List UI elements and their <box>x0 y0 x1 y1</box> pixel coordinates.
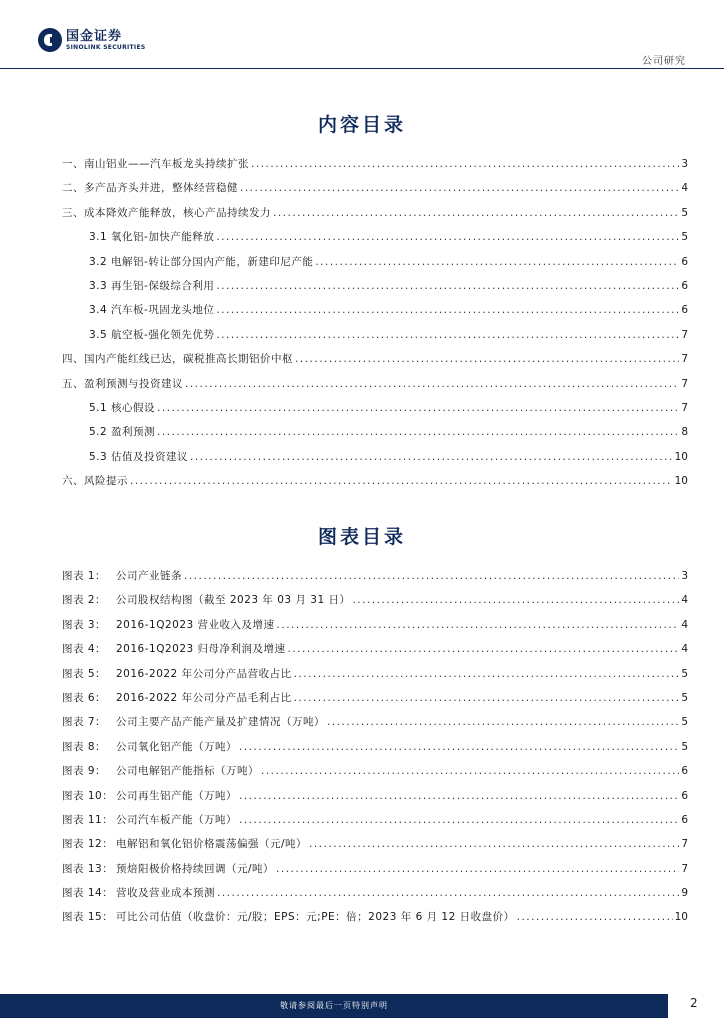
figure-entry[interactable] <box>62 832 688 856</box>
figure-entry[interactable] <box>62 613 688 637</box>
figure-entry-label: 公司电解铝产能指标（万吨） <box>116 765 259 778</box>
toc-leader-dots <box>185 372 679 396</box>
toc-entry[interactable] <box>62 176 688 200</box>
figure-leader-dots <box>277 613 680 637</box>
toc-entry-label: 5.3 估值及投资建议 <box>89 450 189 463</box>
figure-entry-number: 图表 5： <box>62 667 107 680</box>
figure-entry-label: 公司再生铝产能（万吨） <box>116 789 237 802</box>
toc-entry-page: 6 <box>681 304 688 317</box>
figure-leader-dots <box>352 588 679 612</box>
figure-entry-number: 图表 1： <box>62 570 107 582</box>
figure-entry-label: 预焙阳极价格持续回调（元/吨） <box>116 862 275 875</box>
figure-entry-label: 营收及营业成本预测 <box>116 887 215 900</box>
toc-entry-label: 五、盈利预测与投资建议 <box>62 377 183 390</box>
figure-entry-label: 可比公司估值（收盘价：元/股；EPS：元;PE：倍；2023 年 6 月 12 日收盘价） <box>116 911 515 924</box>
figure-entry-number: 图表 7： <box>62 716 107 729</box>
toc-leader-dots <box>315 250 679 274</box>
toc-entry-page: 7 <box>681 377 688 390</box>
figure-entry-label: 2016-1Q2023 营业收入及增速 <box>116 618 275 631</box>
figure-leader-dots <box>294 662 680 686</box>
toc-leader-dots <box>216 274 679 298</box>
list-of-figures <box>62 564 688 930</box>
toc-title: 内容目录 <box>317 114 406 136</box>
toc-leader-dots <box>130 469 673 493</box>
toc-entry-label: 3.1 氧化铝-加快产能释放 <box>89 231 215 244</box>
toc-leader-dots <box>157 420 679 444</box>
figure-entry-page: 7 <box>681 862 688 875</box>
toc-entry[interactable] <box>62 225 688 249</box>
toc-leader-dots <box>273 201 679 225</box>
figure-entry-label: 2016-2022 年公司分产品毛利占比 <box>116 691 292 704</box>
toc-entry-page: 7 <box>681 401 688 414</box>
toc-entry-label: 3.2 电解铝-转让部分国内产能，新建印尼产能 <box>89 255 314 268</box>
figure-entry-page: 5 <box>681 716 688 729</box>
figure-leader-dots <box>517 905 673 929</box>
document-type: 公司研究 <box>642 56 686 67</box>
figure-entry[interactable] <box>62 710 688 734</box>
figure-entry-number: 图表 3： <box>62 618 107 631</box>
toc-entry-label: 三、成本降效产能释放，核心产品持续发力 <box>62 206 271 219</box>
figure-entry-page: 4 <box>681 618 688 631</box>
figure-entry[interactable] <box>62 857 688 881</box>
figure-entry-label: 公司汽车板产能（万吨） <box>116 813 237 826</box>
toc-entry[interactable] <box>62 298 688 322</box>
toc-leader-dots <box>216 323 679 347</box>
figure-entry-page: 5 <box>681 667 688 680</box>
sinolink-logo-icon <box>38 28 62 52</box>
toc-entry-label: 一、南山铝业——汽车板龙头持续扩张 <box>62 158 249 170</box>
figure-entry-number: 图表 13： <box>62 862 114 875</box>
figure-entry[interactable] <box>62 808 688 832</box>
figure-entry[interactable] <box>62 735 688 759</box>
toc-entry-page: 8 <box>681 426 688 439</box>
toc-entry[interactable] <box>62 372 688 396</box>
toc-leader-dots <box>251 152 679 176</box>
figure-entry-page: 4 <box>681 643 688 656</box>
figure-leader-dots <box>294 686 680 710</box>
figure-entry-number: 图表 10： <box>62 789 114 802</box>
figure-entry[interactable] <box>62 637 688 661</box>
toc-entry[interactable] <box>62 347 688 371</box>
toc-entry-page: 3 <box>681 158 688 170</box>
toc-entry-label: 3.5 航空板-强化领先优势 <box>89 328 215 341</box>
toc-entry-page: 6 <box>681 255 688 268</box>
toc-entry[interactable] <box>62 250 688 274</box>
figure-entry[interactable] <box>62 759 688 783</box>
figure-entry-page: 9 <box>681 887 688 900</box>
figure-entry[interactable] <box>62 588 688 612</box>
figure-leader-dots <box>217 881 679 905</box>
figure-leader-dots <box>261 759 679 783</box>
logo-english-name: SINOLINK SECURITIES <box>66 43 146 51</box>
figure-entry-number: 图表 9： <box>62 765 107 778</box>
figure-entry-number: 图表 4： <box>62 643 107 656</box>
figure-entry-number: 图表 8： <box>62 740 107 753</box>
toc-entry-label: 二、多产品齐头并进，整体经营稳健 <box>62 182 238 195</box>
toc-entry-label: 3.4 汽车板-巩固龙头地位 <box>89 304 215 317</box>
toc-entry[interactable] <box>62 445 688 469</box>
toc-entry-page: 7 <box>681 353 688 366</box>
figure-entry[interactable] <box>62 564 688 588</box>
figure-entry-page: 6 <box>681 765 688 778</box>
toc-entry-page: 5 <box>681 206 688 219</box>
toc-entry[interactable] <box>62 469 688 493</box>
company-logo <box>38 28 145 52</box>
figure-leader-dots <box>276 857 679 881</box>
figure-leader-dots <box>184 564 679 588</box>
toc-entry[interactable] <box>62 152 688 176</box>
figure-entry[interactable] <box>62 784 688 808</box>
page-footer <box>0 994 724 1024</box>
toc-entry-page: 10 <box>674 475 688 488</box>
figure-entry-page: 5 <box>681 740 688 753</box>
toc-entry-page: 5 <box>681 231 688 244</box>
toc-leader-dots <box>216 225 679 249</box>
toc-entry-label: 5.2 盈利预测 <box>89 426 156 439</box>
logo-chinese-name: 国金证券 <box>66 28 123 44</box>
figure-entry-page: 4 <box>681 594 688 607</box>
figure-entry-page: 6 <box>681 813 688 826</box>
figure-leader-dots <box>288 637 680 661</box>
figure-entry-label: 2016-1Q2023 归母净利润及增速 <box>116 643 286 656</box>
toc-entry[interactable] <box>62 201 688 225</box>
toc-entry[interactable] <box>62 274 688 298</box>
figure-entry-number: 图表 14： <box>62 887 114 900</box>
figure-entry-page: 10 <box>674 911 688 924</box>
figure-entry-label: 公司产业链条 <box>116 570 182 582</box>
figure-entry-page: 5 <box>681 691 688 704</box>
toc-entry-page: 4 <box>681 182 688 195</box>
figure-leader-dots <box>327 710 679 734</box>
table-of-contents <box>62 152 688 493</box>
figure-entry[interactable] <box>62 905 688 929</box>
toc-entry[interactable] <box>62 396 688 420</box>
figure-entry-number: 图表 6： <box>62 691 107 704</box>
figure-entry[interactable] <box>62 686 688 710</box>
toc-entry-label: 3.3 再生铝-保级综合利用 <box>89 279 215 292</box>
figure-entry-label: 公司氧化铝产能（万吨） <box>116 740 237 753</box>
figure-leader-dots <box>239 784 679 808</box>
toc-entry[interactable] <box>62 323 688 347</box>
disclaimer-notice: 敬请参阅最后一页特别声明 <box>0 994 668 1018</box>
toc-entry-label: 5.1 核心假设 <box>89 401 156 414</box>
figure-entry-page: 7 <box>681 838 688 851</box>
toc-entry-label: 六、风险提示 <box>62 475 128 488</box>
toc-entry-label: 四、国内产能红线已达，碳税推高长期铝价中枢 <box>62 353 293 366</box>
toc-leader-dots <box>216 298 679 322</box>
toc-entry-page: 10 <box>674 450 688 463</box>
figure-entry[interactable] <box>62 662 688 686</box>
toc-leader-dots <box>190 445 673 469</box>
toc-entry[interactable] <box>62 420 688 444</box>
figure-entry-page: 3 <box>681 570 688 582</box>
header-divider <box>0 68 724 69</box>
figure-entry-label: 电解铝和氧化铝价格震荡偏强（元/吨） <box>116 838 308 851</box>
figure-entry-number: 图表 11： <box>62 813 114 826</box>
toc-entry-page: 7 <box>681 328 688 341</box>
figure-entry[interactable] <box>62 881 688 905</box>
figure-entry-number: 图表 12： <box>62 838 114 851</box>
figure-entry-page: 6 <box>681 789 688 802</box>
figure-leader-dots <box>239 808 679 832</box>
toc-leader-dots <box>295 347 679 371</box>
figure-leader-dots <box>309 832 679 856</box>
toc-leader-dots <box>240 176 679 200</box>
toc-leader-dots <box>157 396 679 420</box>
page-header <box>0 0 724 70</box>
figure-entry-label: 公司股权结构图（截至 2023 年 03 月 31 日） <box>116 594 351 607</box>
figure-entry-number: 图表 2： <box>62 594 107 607</box>
figure-entry-number: 图表 15： <box>62 911 114 924</box>
figure-entry-label: 2016-2022 年公司分产品营收占比 <box>116 667 292 680</box>
figures-title: 图表目录 <box>317 526 406 548</box>
page-number: 2 <box>690 996 698 1010</box>
toc-entry-page: 6 <box>681 279 688 292</box>
figure-leader-dots <box>239 735 679 759</box>
figure-entry-label: 公司主要产品产能产量及扩建情况（万吨） <box>116 716 325 729</box>
